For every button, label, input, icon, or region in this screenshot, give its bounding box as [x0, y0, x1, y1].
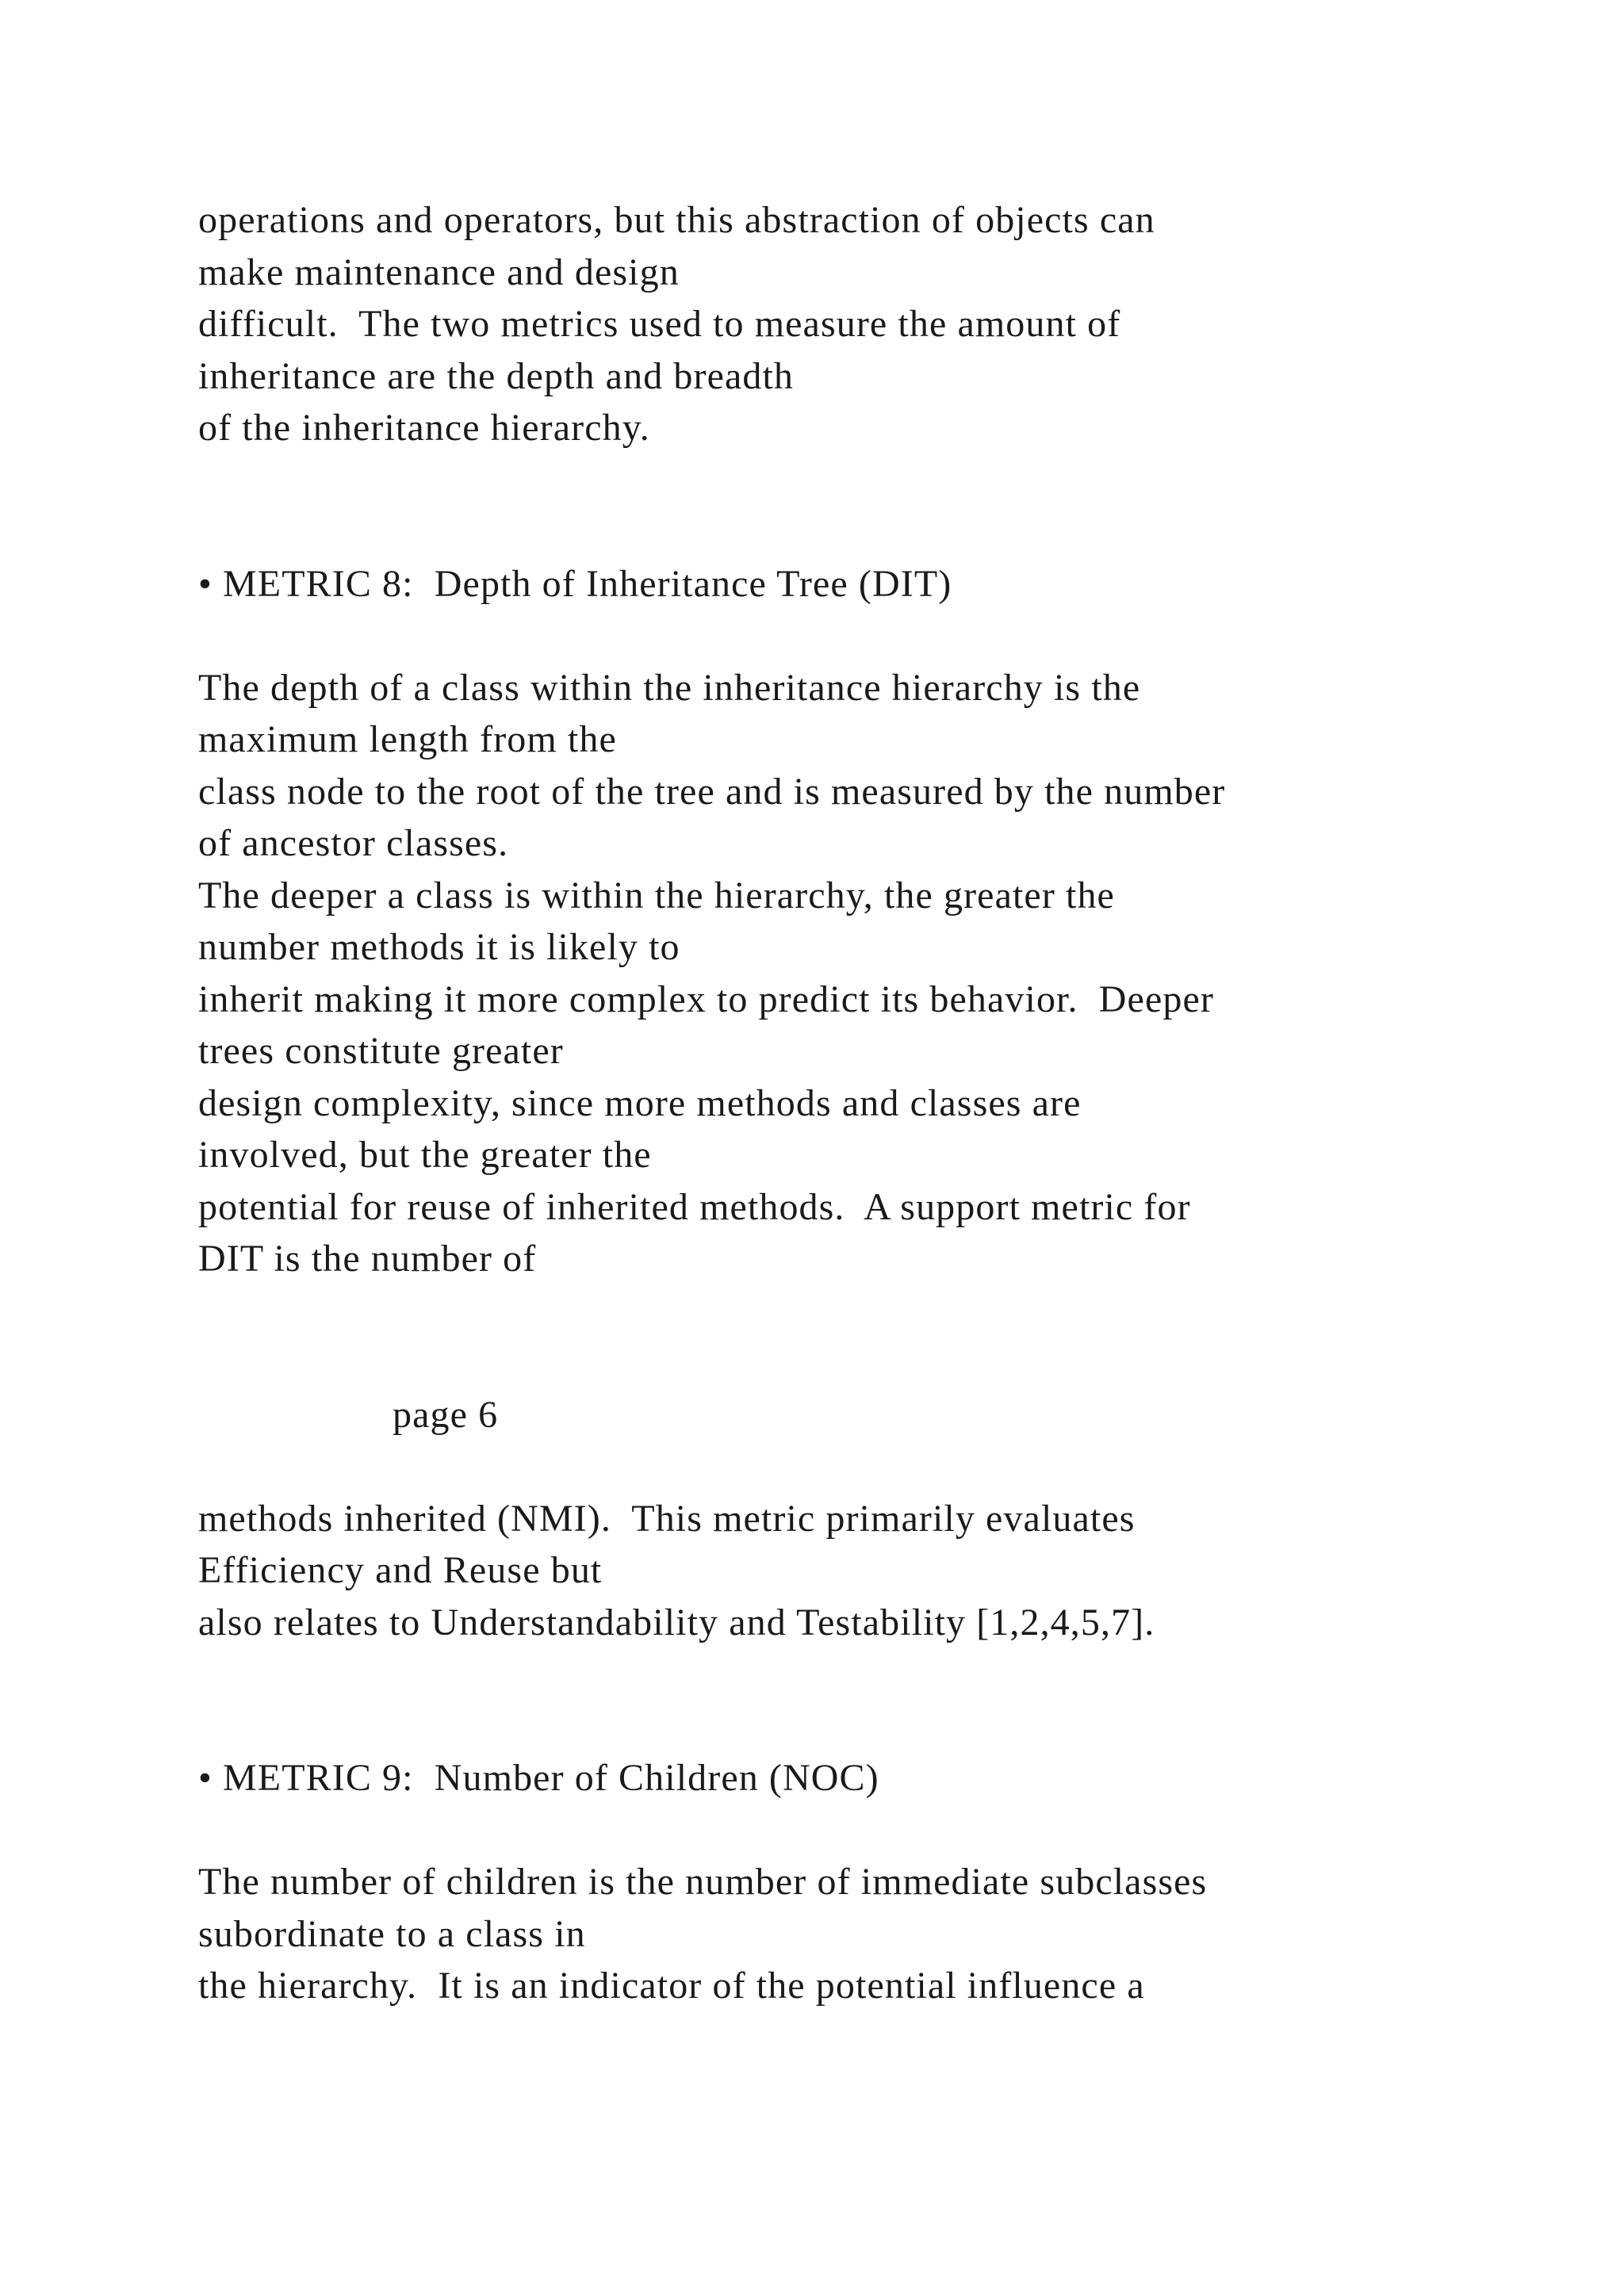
spacer: [198, 610, 1562, 662]
metric-8-paragraph: [198, 662, 1562, 1285]
text-line: methods inherited (NMI). This metric primarily evaluates: [198, 1497, 1136, 1540]
text-line: number methods it is likely to: [198, 926, 680, 968]
text-line: The number of children is the number of immediate subclasses: [198, 1861, 1208, 1903]
text-line: The depth of a class within the inheritance hierarchy is the: [198, 666, 1141, 709]
text-line: also relates to Understandability and Testability [1,2,4,5,7].: [198, 1601, 1155, 1644]
spacer: [198, 506, 1562, 558]
spacer: [198, 1285, 1562, 1337]
spacer: [198, 1701, 1562, 1753]
metric-9-paragraph: [198, 1856, 1562, 2012]
metric-9-heading: • METRIC 9: Number of Children (NOC): [198, 1757, 879, 1799]
text-line: of ancestor classes.: [198, 822, 509, 864]
text-line: operations and operators, but this abstraction of objects can: [198, 199, 1155, 241]
spacer: [198, 1804, 1562, 1857]
text-line: potential for reuse of inherited methods. A support metric for: [198, 1185, 1191, 1228]
text-line: inheritance are the depth and breadth: [198, 354, 795, 397]
text-line: make maintenance and design: [198, 251, 680, 293]
text-line: class node to the root of the tree and is measured by the number: [198, 770, 1226, 813]
text-line: the hierarchy. It is an indicator of the potential influence a: [198, 1965, 1145, 2007]
spacer: [198, 1441, 1562, 1493]
text-line: subordinate to a class in: [198, 1912, 586, 1955]
text-line: inherit making it more complex to predict its behavior. Deeper: [198, 978, 1214, 1020]
text-line: DIT is the number of: [198, 1238, 537, 1280]
text-line: design complexity, since more methods and classes are: [198, 1081, 1082, 1124]
spacer: [198, 1337, 1562, 1389]
metric-8-heading: • METRIC 8: Depth of Inheritance Tree (DIT): [198, 562, 952, 605]
text-line: difficult. The two metrics used to measure the amount of: [198, 303, 1121, 345]
text-line: trees constitute greater: [198, 1030, 564, 1072]
intro-paragraph: [198, 194, 1562, 454]
nmi-paragraph: [198, 1493, 1562, 1649]
text-line: The deeper a class is within the hierarchy, the greater the: [198, 874, 1115, 916]
text-line: of the inheritance hierarchy.: [198, 407, 650, 449]
spacer: [198, 454, 1562, 507]
text-line: maximum length from the: [198, 718, 617, 760]
spacer: [198, 1648, 1562, 1701]
page-number: page 6: [393, 1393, 499, 1436]
text-line: Efficiency and Reuse but: [198, 1549, 603, 1591]
text-line: involved, but the greater the: [198, 1134, 652, 1176]
document-body: [198, 194, 1562, 2012]
